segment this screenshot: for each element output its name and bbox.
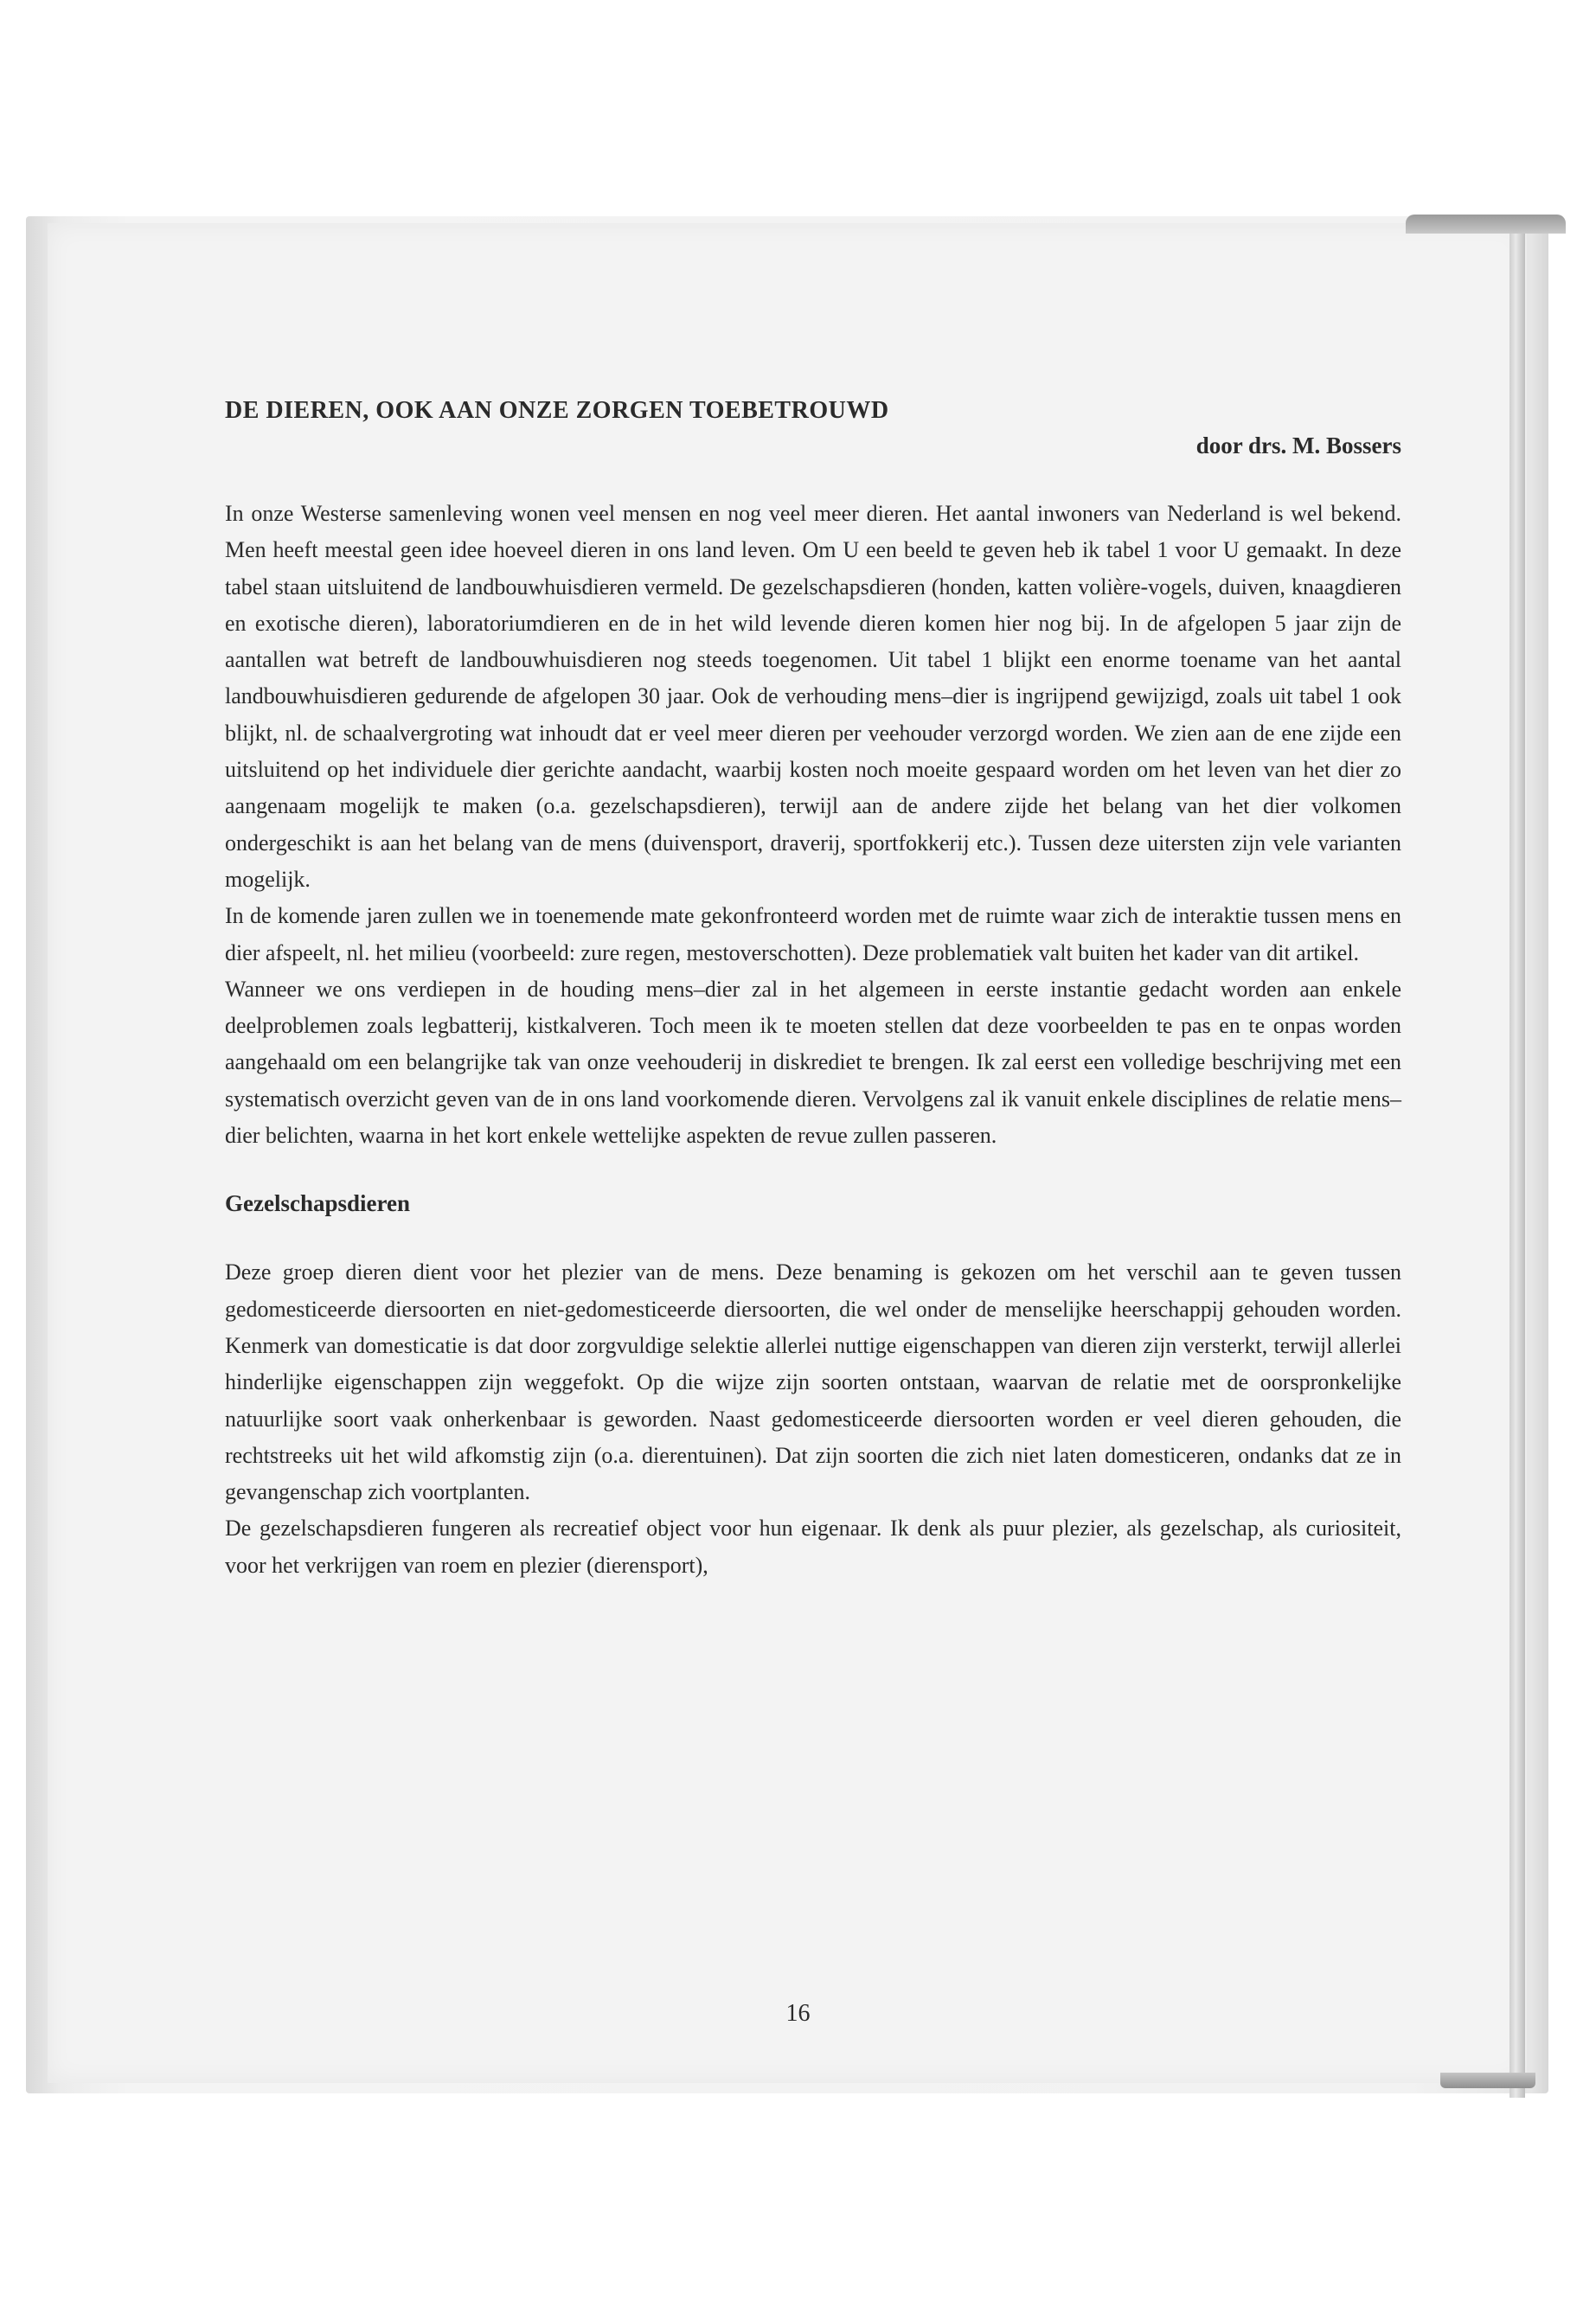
article (225, 394, 1401, 1584)
article-body (225, 496, 1401, 1584)
paragraph: Wanneer we ons verdiepen in de houding mens–dier zal in het algemeen in eerste instantie gedacht worden aan enkele deelproblemen zoals legbatterij, kistkalveren. Toch meen ik te moeten stellen dat deze voorbeelden te pas en te onpas worden aangehaald om een belangrijke tak van onze veehouderij in diskrediet te brengen. Ik zal eerst een volledige beschrijving met een systematisch overzicht geven van de in ons land voorkomende dieren. Vervolgens zal ik vanuit enkele disciplines de relatie mens–dier belichten, waarna in het kort enkele wettelijke aspekten de revue zullen passeren. (225, 976, 1401, 1149)
paragraph: De gezelschapsdieren fungeren als recreatief object voor hun eigenaar. Ik denk als puur plezier, als gezelschap, als curiositeit, voor het verkrijgen van roem en plezier (dierensport), (225, 1516, 1401, 1578)
paragraph: In de komende jaren zullen we in toenemende mate gekonfronteerd worden met de ruimte waar zich de interaktie tussen mens en dier afspeelt, nl. het milieu (voorbeeld: zure regen, mestoverschotten). Deze problematiek valt buiten het kader van dit artikel. (225, 903, 1401, 965)
article-title: DE DIEREN, OOK AAN ONZE ZORGEN TOEBETROUWD (225, 397, 889, 424)
paragraph: In onze Westerse samenleving wonen veel mensen en nog veel meer dieren. Het aantal inwoners van Nederland is wel bekend. Men heeft meestal geen idee hoeveel dieren in ons land leven. Om U een beeld te geven heb ik tabel 1 voor U gemaakt. In deze tabel staan uitsluitend de landbouwhuisdieren vermeld. De gezelschapsdieren (honden, katten volière-vogels, duiven, knaagdieren en exotische dieren), laboratoriumdieren en de in het wild levende dieren komen hier nog bij. In de afgelopen 5 jaar zijn de aantallen wat betreft de landbouwhuisdieren nog steeds toegenomen. Uit tabel 1 blijkt een enorme toename van het aantal landbouwhuisdieren gedurende de afgelopen 30 jaar. Ook de verhouding mens–dier is ingrijpend gewijzigd, zoals uit tabel 1 ook blijkt, nl. de schaalvergroting wat inhoudt dat er veel meer dieren per veehouder verzorgd worden. We zien aan de ene zijde een uitsluitend op het individuele dier gerichte aandacht, waarbij kosten noch moeite gespaard worden om het leven van het dier zo aangenaam mogelijk te maken (o.a. gezelschapsdieren), terwijl aan de andere zijde het belang van het dier volkomen ondergeschikt is aan het belang van de mens (duivensport, draverij, sportfokkerij etc.). Tussen deze uitersten zijn vele varianten mogelijk. (225, 501, 1401, 892)
binding-tab-top (1406, 215, 1566, 234)
book-spine (1509, 221, 1525, 2098)
binding-tab-bottom (1440, 2073, 1535, 2088)
paragraph: Deze groep dieren dient voor het plezier van de mens. Deze benaming is gekozen om het verschil aan te geven tussen gedomesticeerde diersoorten en niet-gedomesticeerde diersoorten, die wel onder de menselijke heerschappij gehouden worden. Kenmerk van domesticatie is dat door zorgvuldige selektie allerlei nuttige eigenschappen van dieren zijn versterkt, terwijl allerlei hinderlijke eigenschappen zijn weggefokt. Op die wijze zijn soorten ontstaan, waarvan de relatie met de oorspronkelijke natuurlijke soort vaak onherkenbaar is geworden. Naast gedomesticeerde diersoorten worden er veel dieren gehouden, die rechtstreeks uit het wild afkomstig zijn (o.a. dierentuinen). Dat zijn soorten die zich niet laten domesticeren, ondanks dat ze in gevangenschap zich voortplanten. (225, 1259, 1401, 1505)
page-number: 16 (785, 2000, 811, 2027)
section-heading: Gezelschapsdieren (225, 1190, 410, 1217)
article-author: door drs. M. Bossers (1195, 433, 1401, 458)
